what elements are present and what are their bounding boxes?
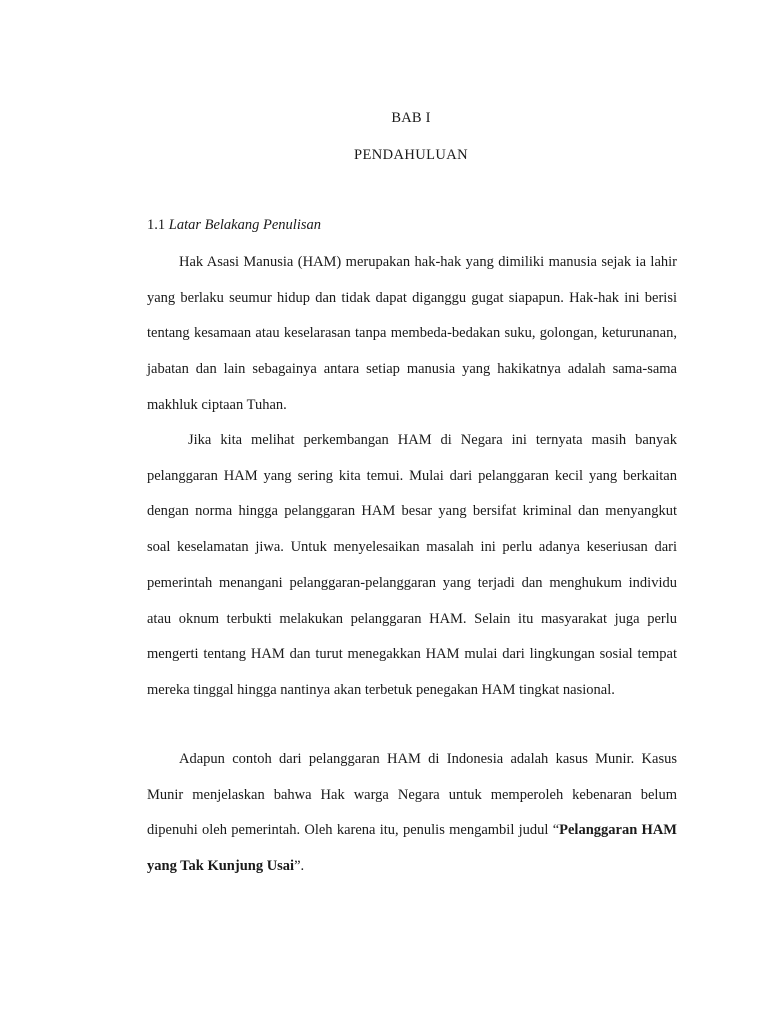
section-title: Latar Belakang Penulisan (168, 217, 321, 233)
paragraph-3-text: Adapun contoh dari pelanggaran HAM di Indonesia adalah kasus Munir. Kasus Munir menjelaskan bahwa Hak warga Negara untuk memperoleh kebenaran belum dipenuhi oleh pemerintah. Oleh karena itu, penulis mengambil judul “ (147, 751, 677, 839)
section-heading (147, 217, 321, 234)
paragraph-3 (147, 742, 677, 885)
section-number: 1.1 (147, 217, 166, 233)
chapter-number: BAB I (391, 110, 431, 126)
paper-title-bold: Pelanggaran HAM yang Tak Kunjung Usai (147, 822, 677, 875)
paragraph-2 (147, 423, 677, 709)
paragraph-1 (147, 245, 677, 424)
paragraph-1-text: Hak Asasi Manusia (HAM) merupakan hak-hak yang dimiliki manusia sejak ia lahir yang berlaku seumur hidup dan tidak dapat diganggu gugat siapapun. Hak-hak ini berisi tentang kesamaan atau keselarasan tanpa membeda-bedakan suku, golongan, keturunanan, jabatan dan lain sebagainya antara setiap manusia yang hakikatnya adalah sama-sama makhluk ciptaan Tuhan. (147, 254, 677, 413)
chapter-title: PENDAHULUAN (354, 147, 468, 163)
paragraph-2-text: Jika kita melihat perkembangan HAM di Negara ini ternyata masih banyak pelanggaran HAM yang sering kita temui. Mulai dari pelanggaran kecil yang berkaitan dengan norma hingga pelanggaran HAM besar yang bersifat kriminal dan menyangkut soal keselamatan jiwa. Untuk menyelesaikan masalah ini perlu adanya keseriusan dari pemerintah menangani pelanggaran-pelanggaran yang terjadi dan menghukum individu atau oknum terbukti melakukan pelanggaran HAM. Selain itu masyarakat juga perlu mengerti tentang HAM dan turut menegakkan HAM mulai dari lingkungan sosial tempat mereka tinggal hingga nantinya akan terbetuk penegakan HAM tingkat nasional. (147, 432, 677, 698)
paragraph-3-end: ”. (294, 858, 305, 875)
